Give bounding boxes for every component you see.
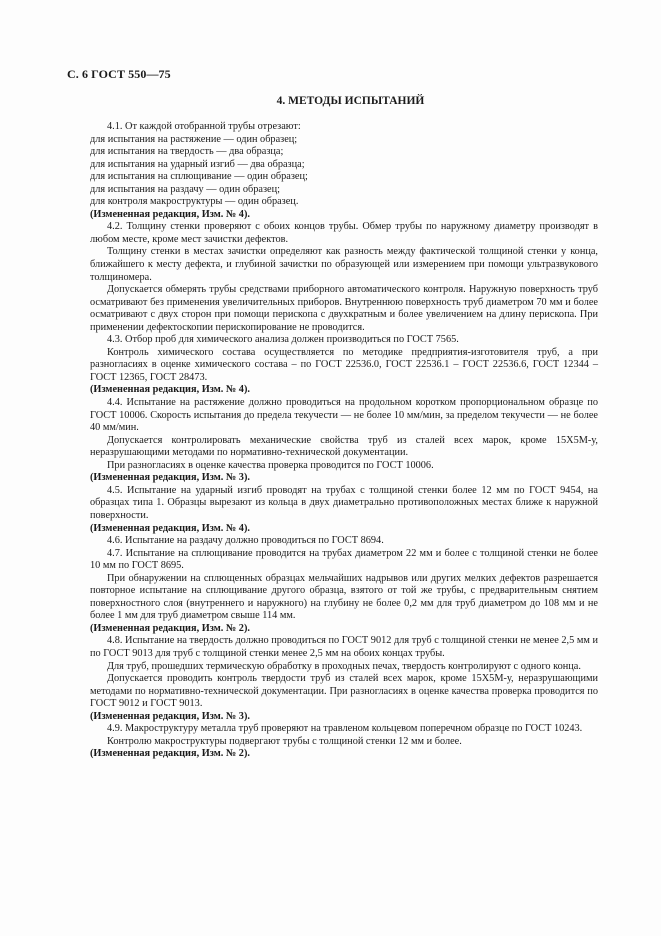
- paragraph: 4.7. Испытание на сплющивание проводится на трубах диаметром 22 мм и более с толщиной стенки не более 10 мм по ГОСТ 8695.: [90, 547, 598, 572]
- page-header: С. 6 ГОСТ 550—75: [67, 67, 171, 81]
- paragraph: 4.4. Испытание на растяжение должно проводиться на продольном коротком пропорциональном образце по ГОСТ 10006. Скорость испытания до предела текучести — не более 10 мм/мин, за пределом текучести — не более 40 мм/мин.: [90, 397, 598, 434]
- revision-note: (Измененная редакция, Изм. № 3).: [90, 472, 250, 484]
- paragraph: 4.1. От каждой отобранной трубы отрезают:: [107, 121, 301, 132]
- paragraph: 4.5. Испытание на ударный изгиб проводят на трубах с толщиной стенки более 12 мм по ГОСТ 9454, на образцах типа 1. Образцы вырезают из кольца в двух диаметрально противоположных местах ближе к наружной поверхности.: [90, 484, 598, 521]
- revision-note: (Измененная редакция, Изм. № 4).: [90, 522, 250, 534]
- document-body: [90, 121, 598, 761]
- paragraph: Для труб, прошедших термическую обработку в проходных печах, твердость контролируют с одного конца.: [107, 660, 581, 672]
- paragraph: Контроль химического состава осуществляется по методике предприятия-изготовителя труб, а при разногласиях в оценке химического состава – по ГОСТ 22536.0, ГОСТ 22536.1 – ГОСТ 22536.6, ГОСТ 12344 – ГОСТ 12365, ГОСТ 28473.: [90, 346, 598, 383]
- paragraph: для испытания на раздачу — один образец;: [90, 183, 280, 195]
- revision-note: (Измененная редакция, Изм. № 4).: [90, 384, 250, 396]
- paragraph: 4.3. Отбор проб для химического анализа должен производиться по ГОСТ 7565.: [107, 334, 459, 346]
- paragraph: 4.8. Испытание на твердость должно проводиться по ГОСТ 9012 для труб с толщиной стенки не менее 2,5 мм и по ГОСТ 9013 для труб с толщиной стенки менее 2,5 мм на обоих концах трубы.: [90, 635, 598, 659]
- paragraph: для испытания на твердость — два образца;: [90, 146, 284, 158]
- paragraph: для испытания на ударный изгиб — два образца;: [90, 158, 305, 170]
- paragraph: для контроля макроструктуры — один образец.: [90, 196, 299, 208]
- paragraph: для испытания на растяжение — один образец;: [90, 133, 298, 145]
- paragraph: Толщину стенки в местах зачистки определяют как разность между фактической толщиной стенки у конца, ближайшего к месту дефекта, и глубиной зачистки по образующей или измерением при помощи ультразвукового толщиномера.: [90, 246, 598, 283]
- paragraph: Допускается проводить контроль твердости труб из сталей всех марок, кроме 15Х5М-у, неразрушающими методами по нормативно-технической документации. При разногласиях в оценке качества проверка проводится по ГОСТ 9012 и ГОСТ 9013.: [90, 673, 598, 710]
- revision-note: (Измененная редакция, Изм. № 3).: [90, 710, 250, 722]
- paragraph: При обнаружении на сплющенных образцах мельчайших надрывов или других мелких дефектов разрешается повторное испытание на сплющивание другого образца, взятого от той же трубы, с предварительным снятием поверхностного слоя (внутреннего и наружного) на глубину не более 0,2 мм для труб диаметром до 108 мм и не более 1 мм для труб диаметром свыше 114 мм.: [90, 572, 598, 622]
- revision-note: (Измененная редакция, Изм. № 4).: [90, 208, 250, 220]
- paragraph: для испытания на сплющивание — один образец;: [90, 171, 308, 183]
- paragraph: 4.2. Толщину стенки проверяют с обоих концов трубы. Обмер трубы по наружному диаметру производят в любом месте, кроме мест зачистки дефектов.: [90, 221, 598, 245]
- paragraph: При разногласиях в оценке качества проверка проводится по ГОСТ 10006.: [107, 459, 434, 471]
- paragraph: Контролю макроструктуры подвергают трубы с толщиной стенки 12 мм и более.: [107, 735, 462, 747]
- paragraph: 4.9. Макроструктуру металла труб проверяют на травленом кольцевом поперечном образце по ГОСТ 10243.: [107, 723, 583, 735]
- paragraph: 4.6. Испытание на раздачу должно проводиться по ГОСТ 8694.: [107, 535, 384, 547]
- revision-note: (Измененная редакция, Изм. № 2).: [90, 622, 250, 634]
- paragraph: Допускается контролировать механические свойства труб из сталей всех марок, кроме 15Х5М-у, неразрушающими методами по нормативно-технической документации.: [90, 434, 598, 459]
- revision-note: (Измененная редакция, Изм. № 2).: [90, 748, 250, 760]
- paragraph: Допускается обмерять трубы средствами приборного автоматического контроля. Наружную поверхность труб осматривают без применения увеличительных приборов. Внутреннюю поверхность труб диаметром 70 мм и более осматривают с двух сторон при помощи перископа с двухкратным и более увеличением на длину перископа. При применении дефектоскопии перископирование не проводится.: [90, 284, 598, 333]
- section-title: 4. МЕТОДЫ ИСПЫТАНИЙ: [276, 95, 425, 107]
